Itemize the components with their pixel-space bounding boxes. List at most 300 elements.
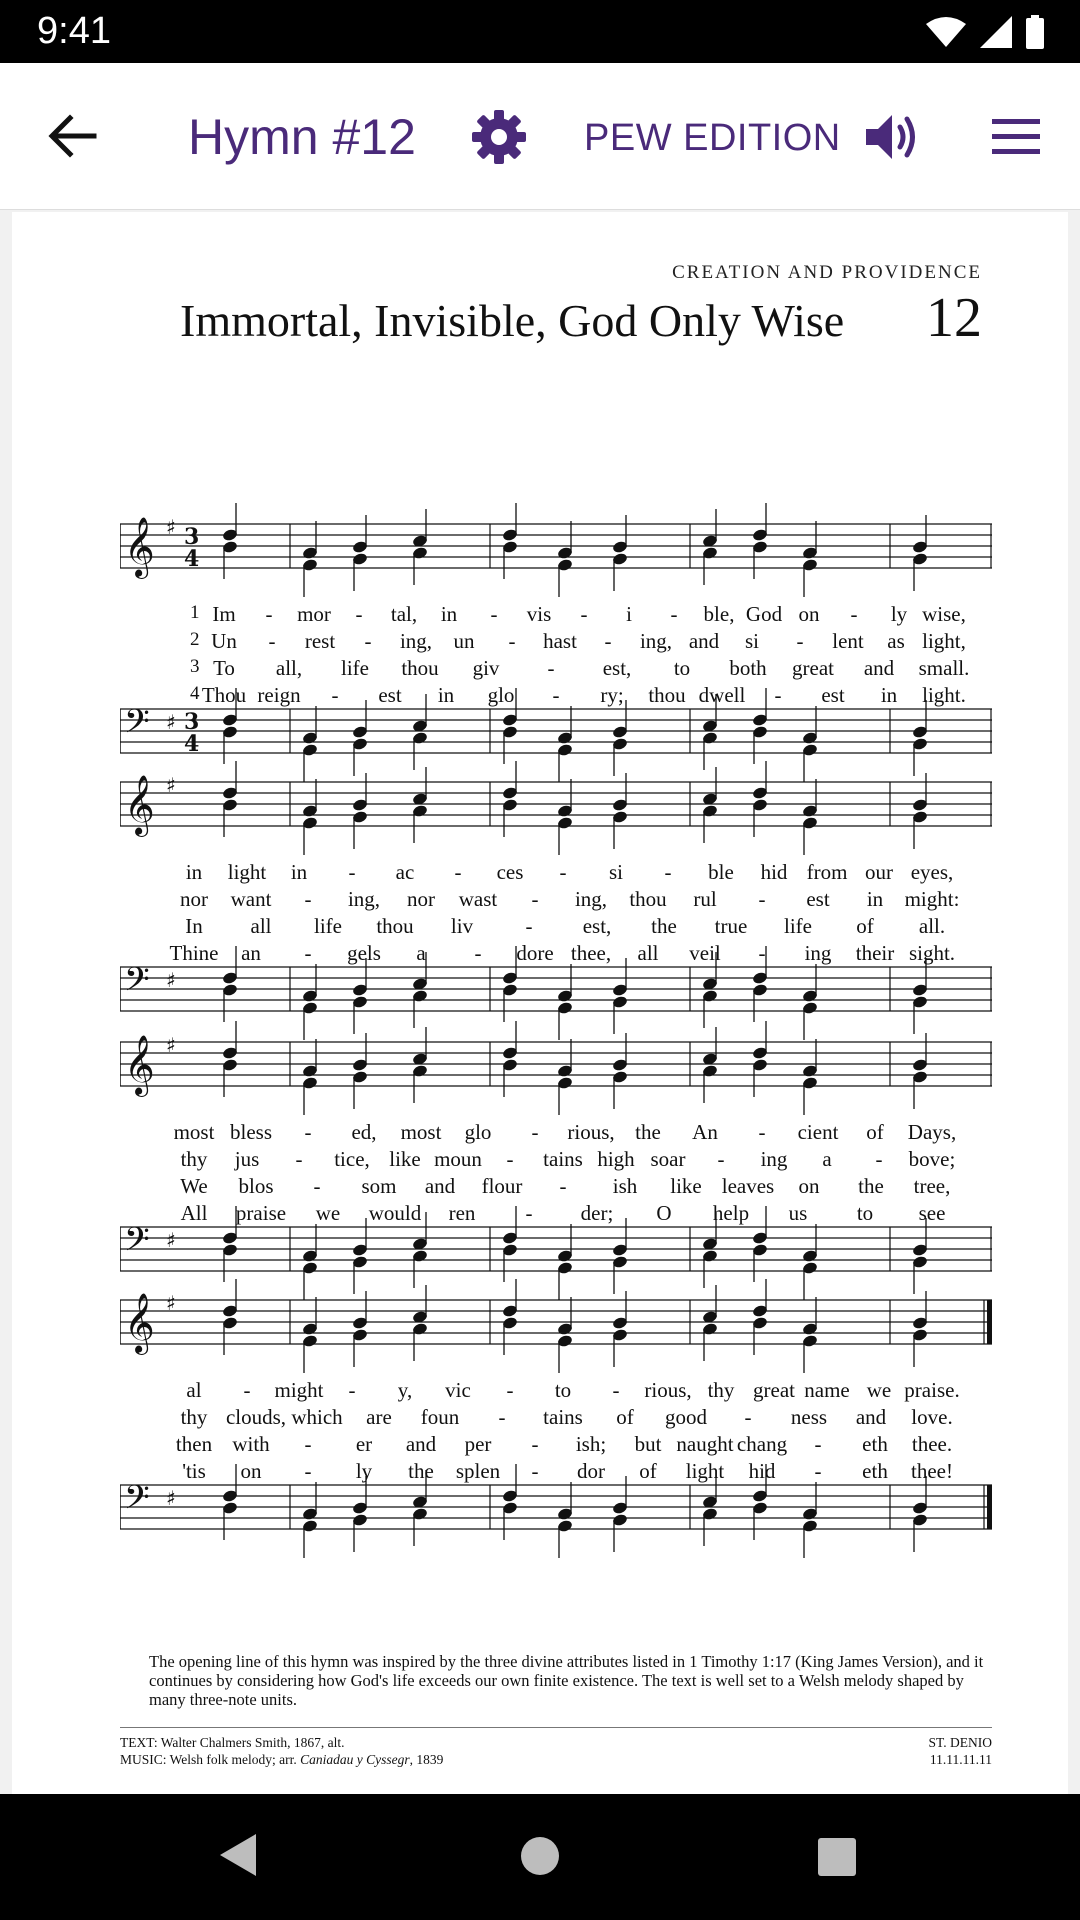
lyric-syllable: of xyxy=(616,1405,634,1429)
lyric-syllable: ly xyxy=(355,1459,373,1483)
lyric-syllable: mor xyxy=(297,602,331,626)
lyric-syllable: to xyxy=(673,656,691,680)
lyric-syllable: thou xyxy=(648,683,686,707)
lyric-syllable: in xyxy=(866,887,884,911)
lyric-line xyxy=(12,914,1068,941)
lyric-syllable: ness xyxy=(790,1405,828,1429)
lyric-syllable: we xyxy=(866,1378,892,1402)
lyric-syllable: in xyxy=(185,860,203,884)
lyric-syllable: An xyxy=(692,1120,718,1144)
lyric-syllable: naught xyxy=(676,1432,734,1456)
lyric-syllable: light xyxy=(685,1459,725,1483)
lyric-syllable: we xyxy=(315,1201,341,1225)
svg-text:𝄞: 𝄞 xyxy=(124,517,155,577)
lyric-syllable: and xyxy=(405,1432,437,1456)
lyric-syllable: would xyxy=(368,1201,422,1225)
lyric-syllable: dwell xyxy=(698,683,746,707)
lyric-syllable: in xyxy=(437,683,455,707)
treble-staff xyxy=(120,484,992,614)
lyric-syllable: - xyxy=(506,1147,514,1171)
lyric-syllable: - xyxy=(552,683,560,707)
lyric-syllable: - xyxy=(364,629,372,653)
lyric-syllable: on xyxy=(240,1459,262,1483)
back-button[interactable] xyxy=(40,103,106,169)
lyric-syllable: and xyxy=(688,629,720,653)
lyric-syllable: - xyxy=(796,629,804,653)
lyric-syllable: praise xyxy=(235,1201,287,1225)
lyric-syllable: all, xyxy=(275,656,303,680)
hymn-title: Hymn #12 xyxy=(188,109,416,165)
lyric-syllable: dor xyxy=(577,1459,605,1483)
lyric-syllable: - xyxy=(498,1405,506,1429)
lyric-syllable: life xyxy=(314,914,342,938)
edition-toggle[interactable]: PEW EDITION xyxy=(584,117,841,159)
lyric-syllable: as xyxy=(887,629,905,653)
lyric-syllable: eth xyxy=(862,1432,888,1456)
treble-staff xyxy=(120,1260,992,1390)
lyric-syllable: on xyxy=(798,602,820,626)
lyric-syllable: ing xyxy=(760,1147,788,1171)
lyric-syllable: - xyxy=(814,1432,822,1456)
lyric-syllable: are xyxy=(366,1405,392,1429)
lyric-syllable: - xyxy=(243,1378,251,1402)
lyric-syllable: like xyxy=(670,1174,702,1198)
lyric-syllable: ren xyxy=(448,1201,476,1225)
lyric-syllable: giv xyxy=(472,656,500,680)
lyric-syllable: - xyxy=(268,629,276,653)
hymn-page xyxy=(12,212,1068,1794)
lyric-syllable: est, xyxy=(582,914,612,938)
lyric-syllable: great xyxy=(753,1378,795,1402)
status-bar xyxy=(0,0,1080,63)
lyric-syllable: - xyxy=(559,1174,567,1198)
lyric-syllable: - xyxy=(355,602,363,626)
lyric-syllable: want xyxy=(230,887,272,911)
lyric-line xyxy=(12,941,1068,968)
lyric-syllable: Thou xyxy=(201,683,247,707)
cellular-signal-icon xyxy=(980,16,1012,48)
lyric-syllable: - xyxy=(506,1378,514,1402)
lyric-syllable: lent xyxy=(832,629,864,653)
settings-button[interactable] xyxy=(468,106,530,168)
svg-text:♯: ♯ xyxy=(166,1486,176,1510)
lyric-line xyxy=(12,683,1068,710)
lyric-syllable: foun xyxy=(420,1405,460,1429)
hymn-content[interactable] xyxy=(0,210,1080,1794)
svg-text:𝄢: 𝄢 xyxy=(124,961,150,1007)
lyric-syllable: dore xyxy=(516,941,554,965)
lyric-syllable: vic xyxy=(445,1378,471,1402)
lyric-syllable: liv xyxy=(450,914,474,938)
lyric-syllable: thy xyxy=(180,1405,208,1429)
lyric-syllable: eyes, xyxy=(910,860,954,884)
lyric-syllable: to xyxy=(856,1201,874,1225)
lyric-line xyxy=(12,1432,1068,1459)
svg-text:♯: ♯ xyxy=(166,968,176,992)
lyric-syllable: in xyxy=(440,602,458,626)
lyric-syllable: - xyxy=(744,1405,752,1429)
lyric-line xyxy=(12,1201,1068,1228)
lyric-line xyxy=(12,1459,1068,1486)
lyric-syllable: To xyxy=(213,656,235,680)
status-icons xyxy=(926,12,1044,52)
svg-text:♯: ♯ xyxy=(166,1228,176,1252)
svg-text:3: 3 xyxy=(184,709,200,735)
lyric-line xyxy=(12,1174,1068,1201)
lyric-syllable: ish; xyxy=(575,1432,607,1456)
lyric-syllable: ces xyxy=(496,860,524,884)
lyric-syllable: - xyxy=(531,887,539,911)
svg-text:𝄢: 𝄢 xyxy=(124,703,150,749)
lyric-syllable: but xyxy=(634,1432,662,1456)
tune-info xyxy=(929,1734,993,1768)
lyric-syllable: - xyxy=(604,629,612,653)
speaker-icon xyxy=(862,107,922,167)
lyric-syllable: from xyxy=(806,860,848,884)
lyric-syllable: leaves xyxy=(721,1174,775,1198)
lyric-syllable: light xyxy=(227,860,267,884)
lyric-syllable: rul xyxy=(693,887,717,911)
nav-home-icon[interactable] xyxy=(521,1837,559,1875)
lyric-line xyxy=(12,1405,1068,1432)
lyric-syllable: us xyxy=(788,1201,808,1225)
lyric-syllable: like xyxy=(389,1147,421,1171)
lyric-syllable: chang xyxy=(736,1432,788,1456)
lyric-syllable: of xyxy=(866,1120,884,1144)
lyric-syllable: - xyxy=(612,1378,620,1402)
lyric-syllable: - xyxy=(774,683,782,707)
lyric-syllable: ble, xyxy=(703,602,735,626)
treble-staff xyxy=(120,1002,992,1132)
nav-back-icon[interactable] xyxy=(218,1832,258,1878)
lyric-syllable: - xyxy=(525,1201,533,1225)
lyric-syllable: Days, xyxy=(907,1120,957,1144)
svg-text:♯: ♯ xyxy=(166,1033,176,1057)
lyric-syllable: In xyxy=(185,914,203,938)
lyric-syllable: All xyxy=(180,1201,208,1225)
system-nav-bar xyxy=(0,1794,1080,1920)
wifi-icon xyxy=(926,16,966,48)
svg-text:𝄞: 𝄞 xyxy=(124,1293,155,1353)
svg-text:𝄢: 𝄢 xyxy=(124,1221,150,1267)
lyric-line xyxy=(12,1378,1068,1405)
gear-icon xyxy=(468,106,530,168)
music-credit xyxy=(120,1751,443,1768)
lyric-syllable: eth xyxy=(862,1459,888,1483)
lyric-syllable: ing, xyxy=(399,629,433,653)
lyric-syllable: si xyxy=(608,860,624,884)
lyric-syllable: great xyxy=(792,656,834,680)
nav-recents-icon[interactable] xyxy=(818,1838,856,1876)
svg-text:♯: ♯ xyxy=(166,773,176,797)
lyric-syllable: ly xyxy=(890,602,908,626)
music-credit-year: , 1839 xyxy=(409,1752,444,1767)
lyric-syllable: 'tis xyxy=(182,1459,206,1483)
lyric-syllable: the xyxy=(635,1120,661,1144)
verse-number: 4 xyxy=(190,683,200,704)
audio-button[interactable] xyxy=(862,107,922,167)
lyric-syllable: - xyxy=(304,1459,312,1483)
lyric-syllable: of xyxy=(856,914,874,938)
lyric-syllable: - xyxy=(348,1378,356,1402)
song-number: 12 xyxy=(926,287,982,349)
lyric-syllable: - xyxy=(531,1432,539,1456)
lyric-syllable: the xyxy=(651,914,677,938)
lyric-syllable: - xyxy=(304,1120,312,1144)
lyric-syllable: hid xyxy=(760,860,788,884)
lyric-syllable: hast xyxy=(543,629,577,653)
lyric-syllable: un xyxy=(453,629,475,653)
lyric-syllable: see xyxy=(918,1201,946,1225)
lyric-syllable: - xyxy=(313,1174,321,1198)
lyric-syllable: thy xyxy=(707,1378,735,1402)
lyric-syllable: thee, xyxy=(570,941,612,965)
lyric-syllable: som xyxy=(361,1174,397,1198)
lyric-syllable: veil xyxy=(689,941,721,965)
lyric-syllable: We xyxy=(180,1174,208,1198)
lyric-syllable: and xyxy=(424,1174,456,1198)
lyric-syllable: - xyxy=(304,941,312,965)
lyric-line xyxy=(12,656,1068,683)
lyric-syllable: most xyxy=(400,1120,442,1144)
lyric-syllable: - xyxy=(758,887,766,911)
lyric-syllable: the xyxy=(408,1459,434,1483)
lyric-syllable: and xyxy=(863,656,895,680)
arrow-left-icon xyxy=(40,103,106,169)
lyric-syllable: thee! xyxy=(911,1459,953,1483)
lyric-syllable: help xyxy=(712,1201,750,1225)
text-credit: TEXT: Walter Chalmers Smith, 1867, alt. xyxy=(120,1735,345,1750)
lyric-syllable: tains xyxy=(543,1405,583,1429)
music-credit-source: Caniadau y Cyssegr xyxy=(300,1752,410,1767)
lyric-syllable: an xyxy=(241,941,261,965)
lyric-syllable: ish xyxy=(612,1174,638,1198)
lyric-syllable: light. xyxy=(922,683,966,707)
lyric-syllable: life xyxy=(784,914,812,938)
lyric-syllable: ed, xyxy=(351,1120,377,1144)
lyric-syllable: of xyxy=(639,1459,657,1483)
lyric-syllable: - xyxy=(875,1147,883,1171)
lyric-syllable: Im xyxy=(212,602,236,626)
lyric-syllable: rest xyxy=(304,629,336,653)
lyric-syllable: which xyxy=(291,1405,343,1429)
lyric-syllable: - xyxy=(304,887,312,911)
lyric-syllable: might xyxy=(274,1378,324,1402)
lyric-syllable: soar xyxy=(650,1147,686,1171)
lyric-syllable: life xyxy=(341,656,369,680)
lyric-syllable: glo xyxy=(464,1120,492,1144)
lyric-syllable: est xyxy=(806,887,830,911)
lyric-syllable: high xyxy=(597,1147,635,1171)
lyric-syllable: - xyxy=(474,941,482,965)
lyric-syllable: - xyxy=(850,602,858,626)
lyric-syllable: to xyxy=(554,1378,572,1402)
lyric-line xyxy=(12,1147,1068,1174)
lyric-syllable: small. xyxy=(918,656,970,680)
lyric-syllable: - xyxy=(670,602,678,626)
lyric-syllable: - xyxy=(531,1120,539,1144)
lyric-syllable: light, xyxy=(922,629,966,653)
lyric-syllable: - xyxy=(664,860,672,884)
lyric-syllable: - xyxy=(304,1432,312,1456)
lyric-syllable: per xyxy=(464,1432,492,1456)
lyric-syllable: al xyxy=(186,1378,202,1402)
lyric-syllable: Thine xyxy=(169,941,219,965)
lyric-syllable: si xyxy=(744,629,760,653)
svg-text:4: 4 xyxy=(184,546,200,572)
lyric-syllable: - xyxy=(531,1459,539,1483)
svg-text:𝄞: 𝄞 xyxy=(124,1035,155,1095)
lyric-syllable: - xyxy=(508,629,516,653)
lyric-syllable: ing, xyxy=(347,887,381,911)
lyric-syllable: ing xyxy=(804,941,832,965)
lyric-syllable: good xyxy=(665,1405,707,1429)
divider xyxy=(120,1727,992,1728)
lyric-syllable: in xyxy=(880,683,898,707)
hymn-category: CREATION AND PROVIDENCE xyxy=(672,262,982,283)
lyric-syllable: most xyxy=(173,1120,215,1144)
song-title: Immortal, Invisible, God Only Wise xyxy=(180,295,845,346)
lyric-syllable: - xyxy=(580,602,588,626)
lyric-syllable: all xyxy=(637,941,659,965)
verse-number: 3 xyxy=(190,656,200,677)
hymn-footnote: The opening line of this hymn was inspired by the three divine attributes listed in 1 Timothy 1:17 (King James Version), and it continues by considering how God's life exceeds our own finite existence. The text is well set to a Welsh melody shaped by many three-note units. xyxy=(149,1652,984,1709)
lyric-syllable: thou xyxy=(629,887,667,911)
lyric-syllable: a xyxy=(416,941,426,965)
lyric-syllable: tice, xyxy=(334,1147,370,1171)
lyric-line xyxy=(12,629,1068,656)
verse-number: 2 xyxy=(190,629,200,650)
lyric-syllable: ing, xyxy=(639,629,673,653)
lyric-syllable: rious, xyxy=(644,1378,692,1402)
credits xyxy=(120,1734,443,1768)
lyric-syllable: their xyxy=(855,941,895,965)
lyric-syllable: der; xyxy=(580,1201,614,1225)
lyric-syllable: est, xyxy=(602,656,632,680)
lyric-syllable: a xyxy=(822,1147,832,1171)
lyric-syllable: ry; xyxy=(600,683,624,707)
lyric-syllable: with xyxy=(232,1432,270,1456)
lyric-syllable: vis xyxy=(526,602,552,626)
lyric-syllable: true xyxy=(714,914,748,938)
lyric-syllable: tains xyxy=(543,1147,583,1171)
lyric-syllable: est xyxy=(378,683,402,707)
lyric-syllable: - xyxy=(758,1120,766,1144)
lyric-syllable: est xyxy=(821,683,845,707)
lyric-syllable: - xyxy=(525,914,533,938)
lyric-syllable: Un xyxy=(211,629,237,653)
lyric-syllable: name xyxy=(804,1378,850,1402)
svg-text:♯: ♯ xyxy=(166,515,176,539)
lyric-syllable: all. xyxy=(918,914,946,938)
lyric-syllable: ing, xyxy=(574,887,608,911)
lyric-line xyxy=(12,887,1068,914)
lyric-syllable: reign xyxy=(257,683,301,707)
lyric-syllable: er xyxy=(355,1432,373,1456)
lyric-syllable: ac xyxy=(395,860,415,884)
lyric-syllable: love. xyxy=(911,1405,953,1429)
lyric-syllable: cient xyxy=(797,1120,839,1144)
lyric-syllable: bove; xyxy=(908,1147,956,1171)
lyric-syllable: moun xyxy=(434,1147,482,1171)
tune-name: ST. DENIO xyxy=(928,1735,992,1750)
lyric-syllable: rious, xyxy=(567,1120,615,1144)
lyric-syllable: wast xyxy=(458,887,498,911)
lyric-syllable: - xyxy=(717,1147,725,1171)
lyric-syllable: - xyxy=(559,860,567,884)
svg-text:3: 3 xyxy=(184,524,200,550)
lyric-syllable: on xyxy=(798,1174,820,1198)
lyric-syllable: - xyxy=(295,1147,303,1171)
lyric-syllable: thou xyxy=(401,656,439,680)
lyric-syllable: in xyxy=(290,860,308,884)
lyric-syllable: sight. xyxy=(908,941,956,965)
lyric-syllable: - xyxy=(331,683,339,707)
lyric-syllable: jus xyxy=(234,1147,260,1171)
menu-button[interactable] xyxy=(990,111,1042,163)
lyric-syllable: clouds, xyxy=(225,1405,287,1429)
treble-staff xyxy=(120,742,992,872)
lyric-syllable: our xyxy=(865,860,893,884)
lyric-syllable: - xyxy=(265,602,273,626)
lyric-syllable: gels xyxy=(347,941,381,965)
lyric-syllable: - xyxy=(490,602,498,626)
lyric-syllable: thy xyxy=(180,1147,208,1171)
lyric-syllable: God xyxy=(745,602,783,626)
lyric-syllable: y, xyxy=(397,1378,413,1402)
lyric-line xyxy=(12,602,1068,629)
lyric-syllable: ble xyxy=(708,860,734,884)
lyric-syllable: then xyxy=(175,1432,213,1456)
lyric-syllable: tal, xyxy=(390,602,418,626)
svg-text:♯: ♯ xyxy=(166,1291,176,1315)
battery-icon xyxy=(1026,15,1044,49)
hamburger-menu-icon xyxy=(990,111,1042,163)
lyric-syllable: flour xyxy=(481,1174,523,1198)
lyric-syllable: O xyxy=(656,1201,672,1225)
svg-text:𝄢: 𝄢 xyxy=(124,1479,150,1525)
meter: 11.11.11.11 xyxy=(929,1752,992,1767)
verse-number: 1 xyxy=(190,602,200,623)
app-bar xyxy=(0,63,1080,210)
lyric-syllable: - xyxy=(547,656,555,680)
lyric-syllable: splen xyxy=(455,1459,501,1483)
lyric-syllable: praise. xyxy=(904,1378,960,1402)
svg-text:♯: ♯ xyxy=(166,710,176,734)
lyric-line xyxy=(12,860,1068,887)
lyric-syllable: i xyxy=(626,602,632,626)
lyric-syllable: might: xyxy=(904,887,960,911)
lyric-syllable: both xyxy=(729,656,767,680)
lyric-syllable: - xyxy=(454,860,462,884)
lyric-syllable: blos xyxy=(238,1174,274,1198)
lyric-line xyxy=(12,1120,1068,1147)
lyric-syllable: wise, xyxy=(922,602,966,626)
lyric-syllable: nor xyxy=(180,887,208,911)
lyric-syllable: hid xyxy=(748,1459,776,1483)
lyric-syllable: glo xyxy=(487,683,515,707)
lyric-syllable: thee. xyxy=(911,1432,953,1456)
lyric-syllable: - xyxy=(814,1459,822,1483)
lyric-syllable: tree, xyxy=(913,1174,951,1198)
svg-text:𝄞: 𝄞 xyxy=(124,775,155,835)
lyric-syllable: - xyxy=(758,941,766,965)
svg-text:4: 4 xyxy=(184,731,200,757)
lyric-syllable: the xyxy=(858,1174,884,1198)
lyric-syllable: and xyxy=(855,1405,887,1429)
lyric-syllable: - xyxy=(348,860,356,884)
lyric-syllable: nor xyxy=(407,887,435,911)
